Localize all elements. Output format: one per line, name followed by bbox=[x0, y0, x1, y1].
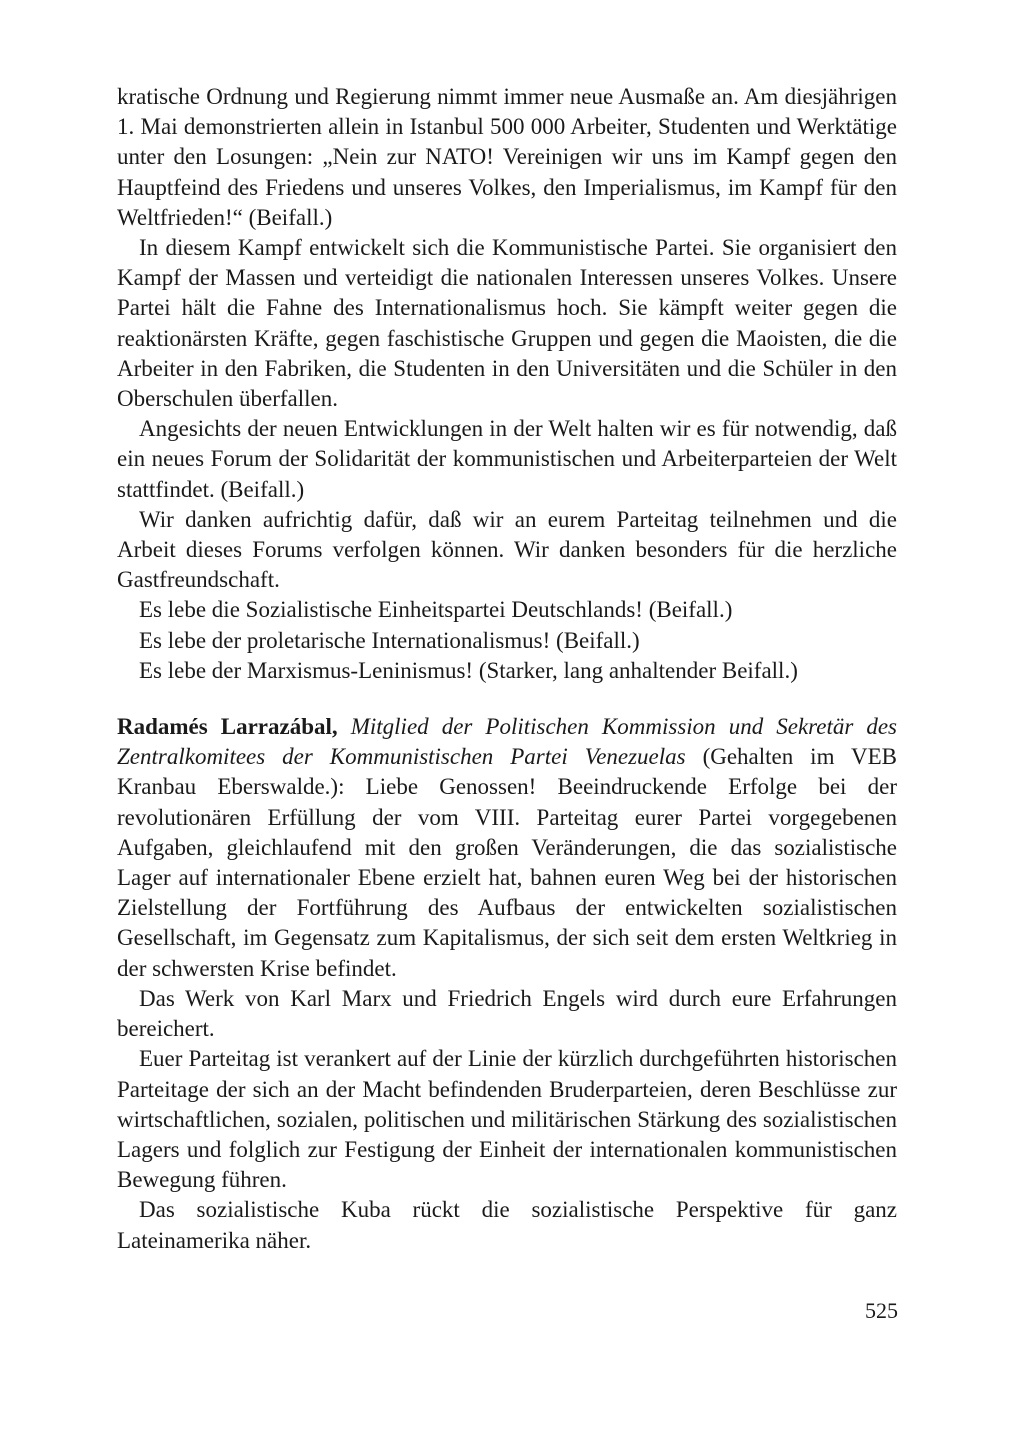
slogan-marxism-leninism: Es lebe der Marxismus-Leninismus! (Starker, lang anhaltender Beifall.) bbox=[139, 657, 798, 683]
speech-opening-text: (Gehalten im VEB Kranbau Eberswalde.): Liebe Genossen! Beeindruckende Erfolge bei der revolutionären Erfüllung der vom VIII. Parteitag eurer Partei vorgegebenen Aufgaben, gleichlaufend mit den großen Veränderungen, die das sozialistische Lager auf internationaler Ebene erzielt hat, bahnen euren Weg bei der historischen Zielstellung der Fortführung des Aufbaus der entwickelten sozialistischen Gesellschaft, im Gegensatz zum Kapitalismus, der sich seit dem ersten Weltkrieg in der schwersten Krise befindet. bbox=[117, 744, 897, 981]
paragraph-communist-party-struggle: In diesem Kampf entwickelt sich die Kommunistische Partei. Sie organisiert den Kampf der Massen und verteidigt die nationalen Interessen unseres Volkes. Unsere Partei hält die Fahne des Internationalismus hoch. Sie kämpft weiter gegen die reaktionärsten Kräfte, gegen faschistische Gruppen und gegen die Maoisten, die die Arbeiter in den Fabriken, die Studenten in den Universitäten und die Schüler in den Oberschulen überfallen. bbox=[117, 235, 897, 412]
paragraph-turkey-may-day: kratische Ordnung und Regierung nimmt immer neue Ausmaße an. Am diesjährigen 1. Mai demonstrierten allein in Istanbul 500 000 Arbeiter, Studenten und Werktätige unter den Losungen: „Nein zur NATO! Vereinigen wir uns im Kampf gegen den Hauptfeind des Friedens und unseres Volkes, den Imperialismus, im Kampf für den Weltfrieden!“ (Beifall.) bbox=[117, 84, 897, 230]
slogan-sed: Es lebe die Sozialistische Einheitspartei Deutschlands! (Beifall.) bbox=[139, 597, 733, 623]
page-number: 525 bbox=[865, 1298, 898, 1323]
paragraph-marx-engels: Das Werk von Karl Marx und Friedrich Engels wird durch eure Erfahrungen bereichert. bbox=[117, 985, 897, 1042]
speaker-role: Mitglied der Politischen Kommission und Sekretär des Zentralkomitees der Kommunistischen Partei Venezuelas bbox=[117, 714, 898, 770]
speech-opening-paragraph bbox=[117, 712, 897, 984]
page-body bbox=[117, 82, 897, 1256]
paragraph-thanks: Wir danken aufrichtig dafür, daß wir an eurem Parteitag teilnehmen und die Arbeit dieses Forums verfolgen können. Wir danken besonders für die herzliche Gastfreundschaft. bbox=[117, 506, 897, 593]
paragraph-cuba: Das sozialistische Kuba rückt die sozialistische Perspektive für ganz Lateinamerika näher. bbox=[117, 1197, 897, 1253]
speaker-name: Radamés Larrazábal, bbox=[117, 714, 338, 740]
paragraph-party-congress: Euer Parteitag ist verankert auf der Linie der kürzlich durchgeführten historischen Parteitage der sich an der Macht befindenden Bruderparteien, deren Beschlüsse zur wirtschaftlichen, sozialen, politischen und militärischen Stärkung des sozialistischen Lagers und folglich zur Festigung der Einheit der internationalen kommunistischen Bewegung führen. bbox=[117, 1046, 897, 1193]
paragraph-solidarity-forum: Angesichts der neuen Entwicklungen in der Welt halten wir es für notwendig, daß ein neues Forum der Solidarität der kommunistischen und Arbeiterparteien der Welt stattfindet. (Beifall.) bbox=[117, 416, 897, 502]
slogan-internationalism: Es lebe der proletarische Internationalismus! (Beifall.) bbox=[139, 627, 640, 653]
section-gap bbox=[117, 686, 897, 712]
